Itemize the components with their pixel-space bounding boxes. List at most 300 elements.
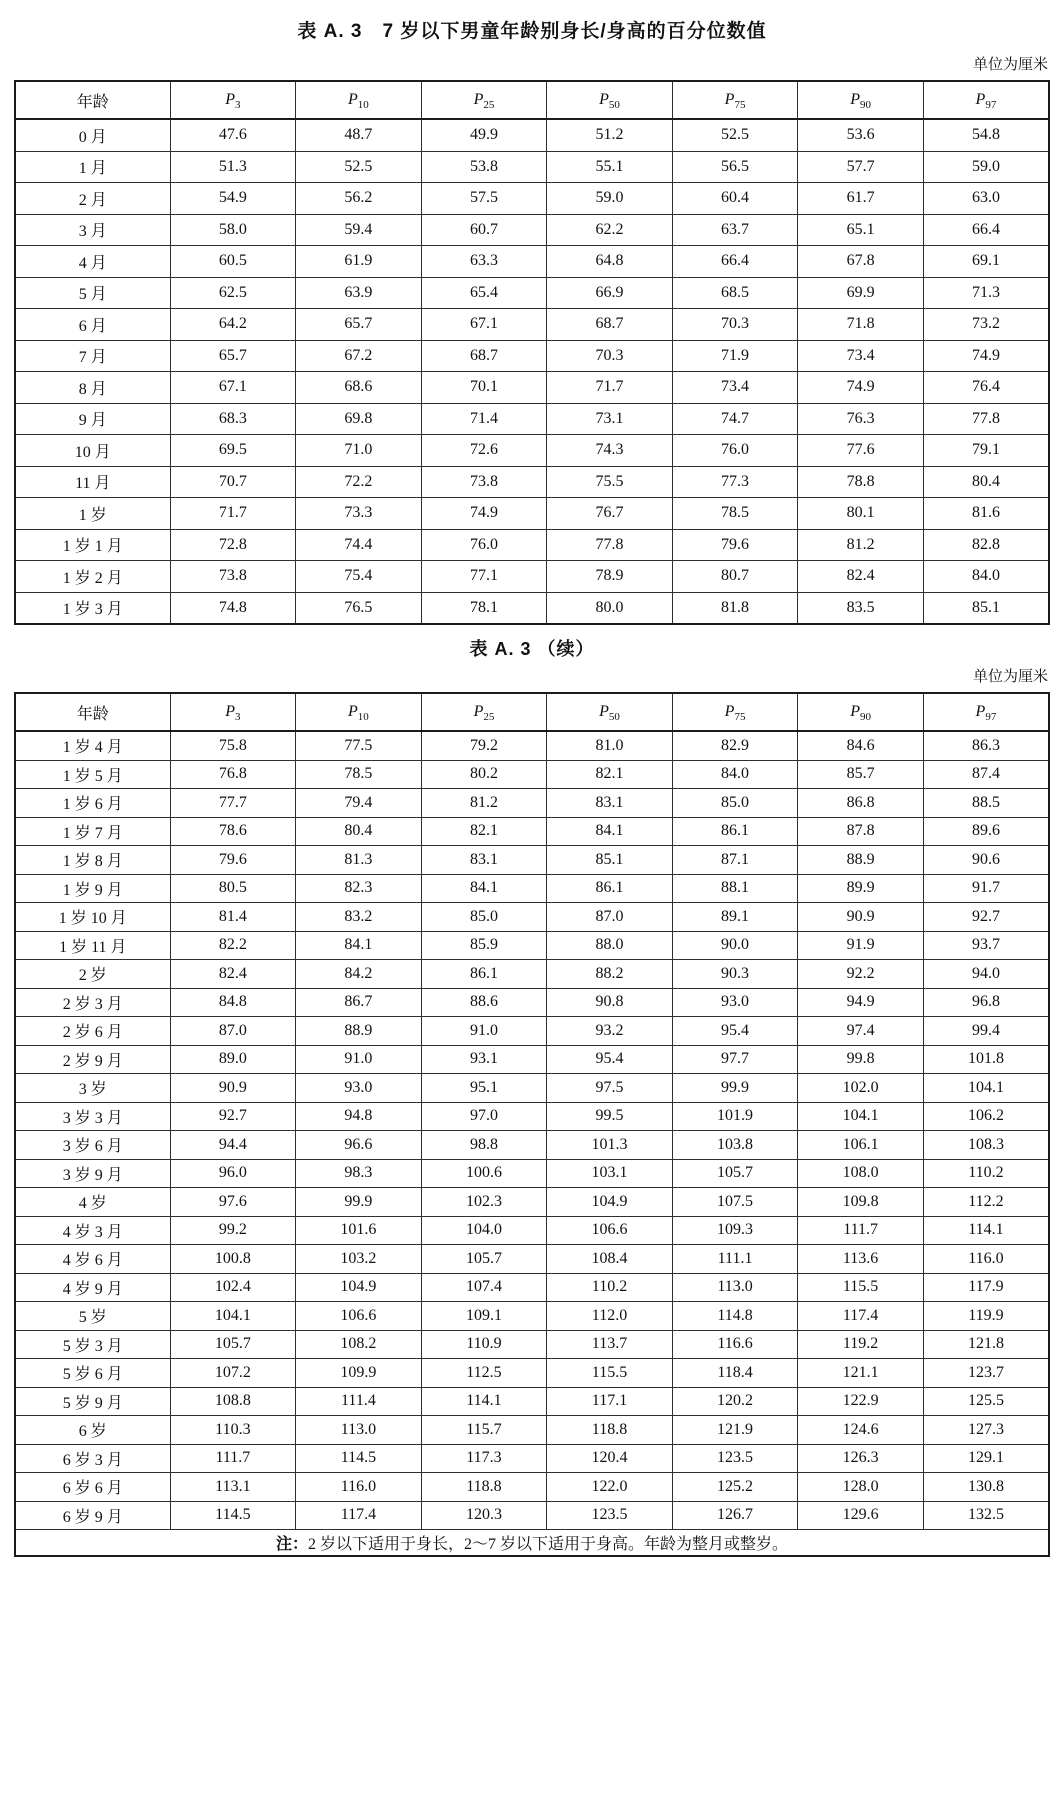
value-cell: 113.1 (170, 1473, 296, 1502)
value-cell: 99.5 (547, 1102, 673, 1131)
value-cell: 111.1 (672, 1245, 798, 1274)
value-cell: 104.9 (296, 1273, 422, 1302)
value-cell: 81.2 (798, 529, 924, 561)
value-cell: 73.3 (296, 498, 422, 530)
table-row (15, 903, 1049, 932)
value-cell: 69.1 (923, 246, 1049, 278)
value-cell: 76.7 (547, 498, 673, 530)
value-cell: 113.7 (547, 1330, 673, 1359)
value-cell: 128.0 (798, 1473, 924, 1502)
value-cell: 94.4 (170, 1131, 296, 1160)
value-cell: 51.2 (547, 119, 673, 151)
value-cell: 107.2 (170, 1359, 296, 1388)
value-cell: 90.9 (170, 1074, 296, 1103)
value-cell: 73.1 (547, 403, 673, 435)
value-cell: 96.8 (923, 988, 1049, 1017)
value-cell: 81.3 (296, 846, 422, 875)
value-cell: 106.6 (296, 1302, 422, 1331)
value-cell: 83.1 (421, 846, 547, 875)
value-cell: 100.8 (170, 1245, 296, 1274)
value-cell: 84.1 (421, 874, 547, 903)
value-cell: 72.6 (421, 435, 547, 467)
value-cell: 53.6 (798, 119, 924, 151)
value-cell: 87.4 (923, 760, 1049, 789)
value-cell: 80.7 (672, 561, 798, 593)
value-cell: 63.7 (672, 214, 798, 246)
value-cell: 114.1 (421, 1387, 547, 1416)
table-row (15, 372, 1049, 404)
value-cell: 86.1 (421, 960, 547, 989)
value-cell: 82.4 (170, 960, 296, 989)
table-row (15, 403, 1049, 435)
value-cell: 69.9 (798, 277, 924, 309)
value-cell: 56.2 (296, 183, 422, 215)
age-cell: 11 月 (15, 466, 170, 498)
value-cell: 85.9 (421, 931, 547, 960)
header-row (15, 693, 1049, 731)
age-cell: 4 月 (15, 246, 170, 278)
value-cell: 102.0 (798, 1074, 924, 1103)
age-cell: 1 岁 1 月 (15, 529, 170, 561)
value-cell: 77.7 (170, 789, 296, 818)
value-cell: 84.0 (672, 760, 798, 789)
value-cell: 82.9 (672, 731, 798, 760)
value-cell: 71.7 (170, 498, 296, 530)
value-cell: 54.9 (170, 183, 296, 215)
value-cell: 80.4 (296, 817, 422, 846)
column-header-age: 年龄 (15, 693, 170, 731)
value-cell: 53.8 (421, 151, 547, 183)
value-cell: 59.0 (547, 183, 673, 215)
value-cell: 77.6 (798, 435, 924, 467)
value-cell: 101.9 (672, 1102, 798, 1131)
table-row (15, 1273, 1049, 1302)
table-row (15, 1416, 1049, 1445)
value-cell: 84.0 (923, 561, 1049, 593)
table-row (15, 988, 1049, 1017)
age-cell: 5 岁 6 月 (15, 1359, 170, 1388)
table-row (15, 874, 1049, 903)
value-cell: 74.4 (296, 529, 422, 561)
value-cell: 51.3 (170, 151, 296, 183)
age-cell: 1 岁 2 月 (15, 561, 170, 593)
value-cell: 65.7 (170, 340, 296, 372)
value-cell: 93.0 (296, 1074, 422, 1103)
column-header-percentile: $P_{90}$ (798, 81, 924, 119)
value-cell: 77.1 (421, 561, 547, 593)
age-cell: 7 月 (15, 340, 170, 372)
value-cell: 114.8 (672, 1302, 798, 1331)
table-row (15, 731, 1049, 760)
column-header-percentile: $P_{97}$ (923, 81, 1049, 119)
age-cell: 4 岁 6 月 (15, 1245, 170, 1274)
value-cell: 110.3 (170, 1416, 296, 1445)
value-cell: 93.7 (923, 931, 1049, 960)
value-cell: 91.0 (296, 1045, 422, 1074)
table-row (15, 1045, 1049, 1074)
value-cell: 79.6 (672, 529, 798, 561)
value-cell: 89.9 (798, 874, 924, 903)
value-cell: 57.5 (421, 183, 547, 215)
value-cell: 113.6 (798, 1245, 924, 1274)
value-cell: 75.8 (170, 731, 296, 760)
value-cell: 114.5 (170, 1501, 296, 1530)
column-header-percentile: $P_{97}$ (923, 693, 1049, 731)
value-cell: 78.1 (421, 592, 547, 624)
age-cell: 3 岁 9 月 (15, 1159, 170, 1188)
age-cell: 6 岁 6 月 (15, 1473, 170, 1502)
value-cell: 125.5 (923, 1387, 1049, 1416)
value-cell: 110.9 (421, 1330, 547, 1359)
value-cell: 123.5 (672, 1444, 798, 1473)
table-row (15, 1473, 1049, 1502)
value-cell: 90.6 (923, 846, 1049, 875)
value-cell: 81.2 (421, 789, 547, 818)
value-cell: 88.5 (923, 789, 1049, 818)
value-cell: 91.0 (421, 1017, 547, 1046)
value-cell: 117.1 (547, 1387, 673, 1416)
value-cell: 90.0 (672, 931, 798, 960)
table-row (15, 1330, 1049, 1359)
age-cell: 3 岁 6 月 (15, 1131, 170, 1160)
column-header-percentile: $P_{75}$ (672, 693, 798, 731)
value-cell: 123.7 (923, 1359, 1049, 1388)
value-cell: 118.8 (421, 1473, 547, 1502)
value-cell: 111.4 (296, 1387, 422, 1416)
value-cell: 95.4 (547, 1045, 673, 1074)
value-cell: 74.7 (672, 403, 798, 435)
value-cell: 114.1 (923, 1216, 1049, 1245)
value-cell: 106.6 (547, 1216, 673, 1245)
column-header-percentile: $P_{10}$ (296, 81, 422, 119)
value-cell: 90.8 (547, 988, 673, 1017)
value-cell: 107.4 (421, 1273, 547, 1302)
age-cell: 1 岁 9 月 (15, 874, 170, 903)
value-cell: 93.1 (421, 1045, 547, 1074)
value-cell: 76.4 (923, 372, 1049, 404)
value-cell: 71.4 (421, 403, 547, 435)
column-header-percentile: $P_3$ (170, 81, 296, 119)
column-header-percentile: $P_{75}$ (672, 81, 798, 119)
table-row (15, 1188, 1049, 1217)
value-cell: 92.7 (923, 903, 1049, 932)
table-row (15, 435, 1049, 467)
age-cell: 6 月 (15, 309, 170, 341)
age-cell: 1 岁 6 月 (15, 789, 170, 818)
value-cell: 67.1 (421, 309, 547, 341)
value-cell: 67.1 (170, 372, 296, 404)
value-cell: 89.1 (672, 903, 798, 932)
percentile-table-part1 (14, 80, 1050, 625)
value-cell: 87.8 (798, 817, 924, 846)
value-cell: 112.5 (421, 1359, 547, 1388)
table-row (15, 466, 1049, 498)
value-cell: 122.9 (798, 1387, 924, 1416)
column-header-percentile: $P_{25}$ (421, 693, 547, 731)
value-cell: 91.9 (798, 931, 924, 960)
value-cell: 123.5 (547, 1501, 673, 1530)
value-cell: 66.4 (923, 214, 1049, 246)
value-cell: 80.1 (798, 498, 924, 530)
table-row (15, 1302, 1049, 1331)
value-cell: 65.1 (798, 214, 924, 246)
value-cell: 61.9 (296, 246, 422, 278)
value-cell: 124.6 (798, 1416, 924, 1445)
value-cell: 97.6 (170, 1188, 296, 1217)
age-cell: 3 月 (15, 214, 170, 246)
value-cell: 86.7 (296, 988, 422, 1017)
value-cell: 84.1 (547, 817, 673, 846)
value-cell: 129.6 (798, 1501, 924, 1530)
value-cell: 59.4 (296, 214, 422, 246)
value-cell: 88.9 (296, 1017, 422, 1046)
value-cell: 115.5 (547, 1359, 673, 1388)
value-cell: 115.7 (421, 1416, 547, 1445)
value-cell: 87.1 (672, 846, 798, 875)
table-row (15, 1216, 1049, 1245)
table-row (15, 1131, 1049, 1160)
bottom-margin (14, 1557, 1050, 1737)
value-cell: 120.4 (547, 1444, 673, 1473)
value-cell: 72.8 (170, 529, 296, 561)
value-cell: 117.3 (421, 1444, 547, 1473)
value-cell: 87.0 (170, 1017, 296, 1046)
value-cell: 95.4 (672, 1017, 798, 1046)
table-row (15, 214, 1049, 246)
value-cell: 79.4 (296, 789, 422, 818)
value-cell: 85.7 (798, 760, 924, 789)
value-cell: 64.8 (547, 246, 673, 278)
value-cell: 103.1 (547, 1159, 673, 1188)
value-cell: 109.9 (296, 1359, 422, 1388)
value-cell: 97.4 (798, 1017, 924, 1046)
age-cell: 1 岁 8 月 (15, 846, 170, 875)
value-cell: 96.0 (170, 1159, 296, 1188)
value-cell: 127.3 (923, 1416, 1049, 1445)
value-cell: 74.8 (170, 592, 296, 624)
value-cell: 93.0 (672, 988, 798, 1017)
value-cell: 79.6 (170, 846, 296, 875)
value-cell: 71.3 (923, 277, 1049, 309)
value-cell: 94.0 (923, 960, 1049, 989)
value-cell: 90.9 (798, 903, 924, 932)
value-cell: 62.5 (170, 277, 296, 309)
value-cell: 108.8 (170, 1387, 296, 1416)
table-row (15, 309, 1049, 341)
value-cell: 70.3 (672, 309, 798, 341)
value-cell: 109.3 (672, 1216, 798, 1245)
value-cell: 75.4 (296, 561, 422, 593)
value-cell: 79.2 (421, 731, 547, 760)
value-cell: 85.1 (923, 592, 1049, 624)
value-cell: 57.7 (798, 151, 924, 183)
value-cell: 79.1 (923, 435, 1049, 467)
table-title: 表 A. 3 7 岁以下男童年龄别身长/身高的百分位数值 (297, 21, 767, 42)
value-cell: 115.5 (798, 1273, 924, 1302)
value-cell: 84.2 (296, 960, 422, 989)
age-cell: 6 岁 9 月 (15, 1501, 170, 1530)
value-cell: 76.0 (672, 435, 798, 467)
value-cell: 117.4 (798, 1302, 924, 1331)
value-cell: 101.6 (296, 1216, 422, 1245)
value-cell: 104.1 (923, 1074, 1049, 1103)
value-cell: 120.3 (421, 1501, 547, 1530)
value-cell: 103.2 (296, 1245, 422, 1274)
table-row (15, 183, 1049, 215)
value-cell: 81.8 (672, 592, 798, 624)
table-row (15, 592, 1049, 624)
table-row (15, 817, 1049, 846)
note-label: 注： (275, 1536, 308, 1553)
age-cell: 1 岁 5 月 (15, 760, 170, 789)
value-cell: 76.0 (421, 529, 547, 561)
value-cell: 71.7 (547, 372, 673, 404)
value-cell: 103.8 (672, 1131, 798, 1160)
value-cell: 52.5 (296, 151, 422, 183)
value-cell: 99.8 (798, 1045, 924, 1074)
value-cell: 112.0 (547, 1302, 673, 1331)
value-cell: 125.2 (672, 1473, 798, 1502)
value-cell: 67.2 (296, 340, 422, 372)
value-cell: 88.2 (547, 960, 673, 989)
value-cell: 84.8 (170, 988, 296, 1017)
value-cell: 76.3 (798, 403, 924, 435)
value-cell: 109.8 (798, 1188, 924, 1217)
value-cell: 99.2 (170, 1216, 296, 1245)
table-row (15, 1074, 1049, 1103)
column-header-percentile: $P_{25}$ (421, 81, 547, 119)
value-cell: 80.2 (421, 760, 547, 789)
value-cell: 86.1 (672, 817, 798, 846)
value-cell: 75.5 (547, 466, 673, 498)
column-header-percentile: $P_3$ (170, 693, 296, 731)
value-cell: 130.8 (923, 1473, 1049, 1502)
table-row (15, 1017, 1049, 1046)
value-cell: 104.1 (170, 1302, 296, 1331)
age-cell: 6 岁 (15, 1416, 170, 1445)
age-cell: 8 月 (15, 372, 170, 404)
value-cell: 63.0 (923, 183, 1049, 215)
column-header-percentile: $P_{90}$ (798, 693, 924, 731)
value-cell: 63.3 (421, 246, 547, 278)
age-cell: 2 岁 6 月 (15, 1017, 170, 1046)
table-row (15, 931, 1049, 960)
column-header-percentile: $P_{50}$ (547, 693, 673, 731)
table-row (15, 1444, 1049, 1473)
value-cell: 83.1 (547, 789, 673, 818)
value-cell: 87.0 (547, 903, 673, 932)
value-cell: 121.8 (923, 1330, 1049, 1359)
value-cell: 120.2 (672, 1387, 798, 1416)
value-cell: 88.1 (672, 874, 798, 903)
value-cell: 101.3 (547, 1131, 673, 1160)
age-cell: 1 岁 (15, 498, 170, 530)
value-cell: 88.6 (421, 988, 547, 1017)
value-cell: 82.1 (547, 760, 673, 789)
value-cell: 113.0 (672, 1273, 798, 1302)
value-cell: 81.0 (547, 731, 673, 760)
value-cell: 73.8 (170, 561, 296, 593)
value-cell: 70.3 (547, 340, 673, 372)
value-cell: 76.8 (170, 760, 296, 789)
age-cell: 6 岁 3 月 (15, 1444, 170, 1473)
value-cell: 81.4 (170, 903, 296, 932)
value-cell: 119.2 (798, 1330, 924, 1359)
age-cell: 2 月 (15, 183, 170, 215)
value-cell: 59.0 (923, 151, 1049, 183)
value-cell: 118.8 (547, 1416, 673, 1445)
table-row (15, 1387, 1049, 1416)
table-note (15, 1530, 1049, 1557)
value-cell: 109.1 (421, 1302, 547, 1331)
value-cell: 60.4 (672, 183, 798, 215)
value-cell: 89.6 (923, 817, 1049, 846)
value-cell: 66.9 (547, 277, 673, 309)
value-cell: 106.2 (923, 1102, 1049, 1131)
note-text: 2 岁以下适用于身长，2～7 岁以下适用于身高。年龄为整月或整岁。 (308, 1536, 789, 1553)
table-row (15, 1501, 1049, 1530)
value-cell: 77.3 (672, 466, 798, 498)
value-cell: 74.9 (421, 498, 547, 530)
value-cell: 108.3 (923, 1131, 1049, 1160)
value-cell: 98.3 (296, 1159, 422, 1188)
age-cell: 1 岁 7 月 (15, 817, 170, 846)
value-cell: 86.1 (547, 874, 673, 903)
value-cell: 74.9 (923, 340, 1049, 372)
value-cell: 89.0 (170, 1045, 296, 1074)
table-row (15, 1359, 1049, 1388)
value-cell: 65.4 (421, 277, 547, 309)
continuation-title: 表 A. 3 （续） (469, 639, 595, 659)
value-cell: 63.9 (296, 277, 422, 309)
age-cell: 3 岁 3 月 (15, 1102, 170, 1131)
value-cell: 76.5 (296, 592, 422, 624)
value-cell: 93.2 (547, 1017, 673, 1046)
value-cell: 71.8 (798, 309, 924, 341)
column-header-percentile: $P_{10}$ (296, 693, 422, 731)
value-cell: 85.0 (421, 903, 547, 932)
value-cell: 67.8 (798, 246, 924, 278)
age-cell: 0 月 (15, 119, 170, 151)
value-cell: 78.6 (170, 817, 296, 846)
note-row (15, 1530, 1049, 1557)
age-cell: 2 岁 (15, 960, 170, 989)
value-cell: 105.7 (672, 1159, 798, 1188)
value-cell: 118.4 (672, 1359, 798, 1388)
value-cell: 96.6 (296, 1131, 422, 1160)
column-header-age: 年龄 (15, 81, 170, 119)
value-cell: 102.4 (170, 1273, 296, 1302)
value-cell: 91.7 (923, 874, 1049, 903)
table-row (15, 846, 1049, 875)
value-cell: 88.0 (547, 931, 673, 960)
value-cell: 108.4 (547, 1245, 673, 1274)
age-cell: 1 岁 11 月 (15, 931, 170, 960)
column-header-percentile: $P_{50}$ (547, 81, 673, 119)
value-cell: 108.0 (798, 1159, 924, 1188)
value-cell: 56.5 (672, 151, 798, 183)
age-cell: 5 岁 (15, 1302, 170, 1331)
value-cell: 68.7 (547, 309, 673, 341)
table-row (15, 277, 1049, 309)
age-cell: 1 月 (15, 151, 170, 183)
value-cell: 73.4 (798, 340, 924, 372)
value-cell: 108.2 (296, 1330, 422, 1359)
value-cell: 58.0 (170, 214, 296, 246)
value-cell: 65.7 (296, 309, 422, 341)
value-cell: 49.9 (421, 119, 547, 151)
table-row (15, 760, 1049, 789)
